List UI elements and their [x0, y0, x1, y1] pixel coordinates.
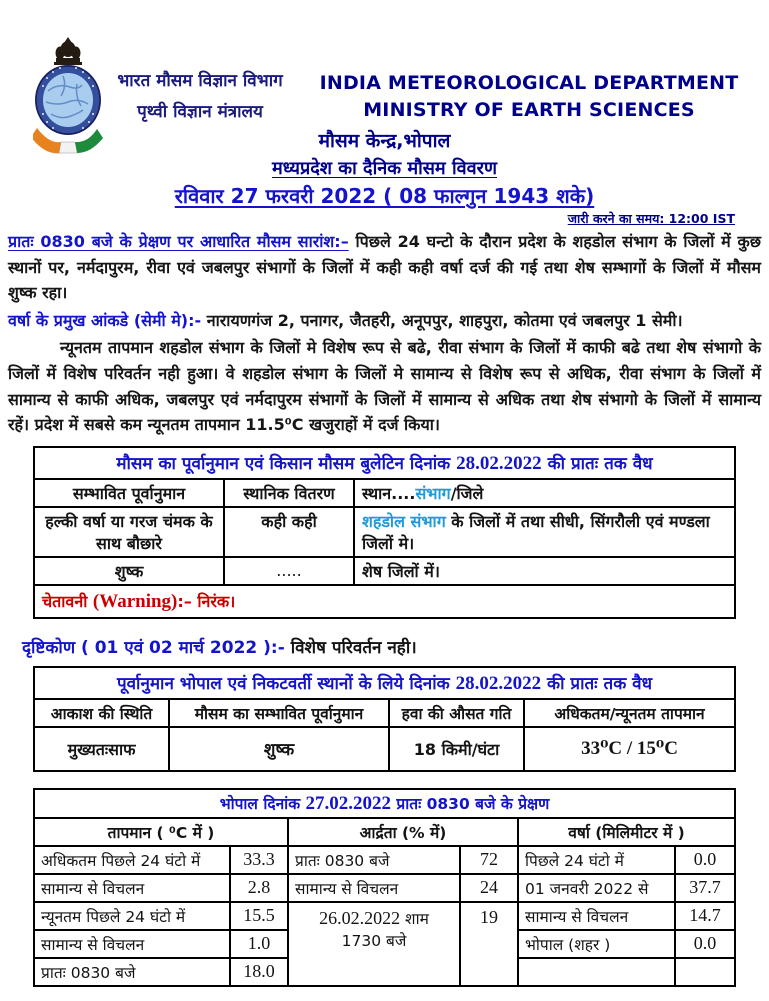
outlook-heading: दृष्टिकोण ( 01 एवं 02 मार्च 2022 ):-	[22, 637, 291, 658]
bhopal-forecast-values-row	[34, 727, 735, 771]
place-header-division: संभाग	[415, 483, 451, 503]
rainfall-heading: वर्षा के प्रमुख आंकडे (सेमी मे):-	[8, 310, 202, 330]
imd-emblem-icon	[33, 36, 103, 156]
rain-value: 0.0	[675, 930, 735, 958]
department-name-hindi	[105, 66, 295, 127]
forecast-table	[33, 446, 736, 619]
temp-label: सामान्य से विचलन	[34, 874, 230, 902]
temp-value: 18.0	[230, 958, 288, 986]
rain-label: पिछले 24 घंटो में	[518, 846, 675, 874]
place-header-prefix: स्थान....	[362, 483, 416, 503]
dept-hindi-line2: पृथ्वी विज्ञान मंत्रालय	[137, 101, 263, 122]
forecast-row-dry	[34, 557, 735, 585]
dept-english-line1: INDIA METEOROLOGICAL DEPARTMENT	[319, 72, 739, 94]
rain-label-empty	[518, 958, 675, 986]
forecast-table-title	[34, 447, 735, 479]
max-min-temp-value: 33⁰C / 15⁰C	[524, 727, 735, 771]
forecast-valid-date: 28.02.2022	[456, 452, 542, 474]
humidity-value: 72	[460, 846, 518, 874]
humidity-evening-word: शाम	[400, 909, 429, 928]
department-name-english	[300, 70, 758, 123]
col-header-likely-weather: मौसम का सम्भावित पूर्वानुमान	[169, 699, 389, 727]
col-header-place	[354, 479, 735, 507]
rain-value: 14.7	[675, 902, 735, 930]
issue-time: जारी करने का समय: 12:00 IST	[567, 211, 735, 226]
rain-label: भोपाल (शहर )	[518, 930, 675, 958]
wind-speed-value: 18 किमी/घंटा	[389, 727, 524, 771]
bulletin-date-line: रविवार 27 फरवरी 2022 ( 08 फाल्गुन 1943 शके)	[174, 184, 595, 208]
temp-value: 33.3	[230, 846, 288, 874]
warning-row	[34, 585, 735, 618]
humidity-evening-value: 19	[460, 902, 518, 986]
forecast-type: हल्की वर्षा या गरज चंमक के साथ बौछारे	[34, 507, 224, 557]
col-header-sky-condition: आकाश की स्थिति	[34, 699, 169, 727]
humidity-evening-date: 26.02.2022	[319, 907, 401, 928]
bhopal-forecast-table	[33, 666, 736, 772]
bhopal-valid-date: 28.02.2022	[455, 672, 542, 694]
forecast-type: शुष्क	[34, 557, 224, 585]
temp-label: न्यूनतम पिछले 24 घंटो में	[34, 902, 230, 930]
forecast-title-prefix: मौसम का पूर्वानुमान एवं किसान मौसम बुलेटिन दिनांक	[116, 453, 457, 474]
rain-value: 0.0	[675, 846, 735, 874]
temperature-paragraph	[8, 335, 761, 437]
rain-value-empty	[675, 958, 735, 986]
observations-title	[34, 789, 735, 818]
bhopal-forecast-title	[34, 667, 735, 699]
dept-english-line2: MINISTRY OF EARTH SCIENCES	[363, 98, 695, 121]
temp-value: 2.8	[230, 874, 288, 902]
humidity-evening-label	[288, 902, 460, 986]
temperature-text-tail: में दर्ज किया।	[357, 415, 440, 435]
obs-title-prefix: भोपाल दिनांक	[219, 794, 306, 813]
bulletin-title: मध्यप्रदेश का दैनिक मौसम विवरण	[271, 158, 497, 179]
forecast-places-rest: के जिलों में तथा सीधी, सिंगरौली एवं मण्डला जिलों मे।	[362, 511, 710, 553]
warning-cell	[34, 585, 735, 618]
humidity-label: सामान्य से विचलन	[288, 874, 460, 902]
humidity-value: 24	[460, 874, 518, 902]
temp-value: 15.5	[230, 902, 288, 930]
col-header-likely-forecast: सम्भावित पूर्वानुमान	[34, 479, 224, 507]
summary-text: पिछले 24 घन्टो के दौरान प्रदेश के शहडोल संभाग के जिलों में कुछ स्थानों पर, नर्मदापुरम, रीवा एवं जबलपुर संभागों के जिलों में कही कही वर्षा दर्ज की गई तथा शेष सम्भागों के जिलों में मौसम शुष्क रहा।	[8, 232, 761, 303]
warning-value: :– निरंक।	[177, 591, 236, 611]
col-header-max-min-temp: अधिकतम/न्यूनतम तापमान	[524, 699, 735, 727]
obs-row-1	[34, 846, 735, 874]
bhopal-title-suffix: की प्रातः तक वैध	[541, 673, 653, 694]
imd-emblem-logo	[33, 36, 103, 156]
forecast-places: शेष जिलों में।	[354, 557, 735, 585]
outlook-line	[22, 635, 761, 658]
temperature-text: न्यूनतम तापमान शहडोल संभाग के जिलों मे विशेष रूप से बढे, रीवा संभाग के जिलों में काफी बढे तथा शेष संभागो के जिलों में विशेष परिवर्तन नही हुआ। वे शहडोल संभाग के जिलों मे सामान्य से विशेष रूप से अधिक, रीवा संभाग के जिलों में सामान्य से काफी अधिक, जबलपुर एवं नर्मदापुरम संभागों के जिलों में सामान्य से अधिक तथा शेष संभागो के जिलों में सामान्य रहें। प्रदेश में	[8, 338, 761, 435]
temp-value: 1.0	[230, 930, 288, 958]
forecast-title-suffix: की प्रातः तक वैध	[541, 453, 653, 474]
group-header-temperature: तापमान ( ⁰C में )	[34, 818, 288, 846]
group-header-rainfall: वर्षा (मिलिमीटर में )	[518, 818, 735, 846]
rain-label: 01 जनवरी 2022 से	[518, 874, 675, 902]
place-header-suffix: /जिले	[450, 483, 484, 503]
col-header-wind-speed: हवा की औसत गति	[389, 699, 524, 727]
col-header-spatial-distribution: स्थानिक वितरण	[224, 479, 354, 507]
temp-label: सामान्य से विचलन	[34, 930, 230, 958]
temp-label: प्रातः 0830 बजे	[34, 958, 230, 986]
obs-row-2	[34, 874, 735, 902]
rainfall-text: नारायणगंज 2, पनागर, जैतहरी, अनूपपुर, शाहपुरा, कोतमा एवं जबलपुर 1 सेमी।	[201, 310, 683, 330]
rainfall-figures-paragraph	[8, 308, 761, 334]
bhopal-observations-table	[33, 788, 736, 987]
sky-condition-value: मुख्यतःसाफ	[34, 727, 169, 771]
group-header-humidity: आर्द्रता (% में)	[288, 818, 518, 846]
obs-row-3	[34, 902, 735, 930]
dept-hindi-line1: भारत मौसम विज्ञान विभाग	[117, 71, 283, 91]
obs-date: 27.02.2022	[305, 792, 392, 814]
humidity-label: प्रातः 0830 बजे	[288, 846, 460, 874]
forecast-row-rain	[34, 507, 735, 557]
bhopal-title-prefix: पूर्वानुमान भोपाल एवं निकटवर्ती स्थानों के लिये दिनांक	[116, 673, 456, 694]
outlook-text: विशेष परिवर्तन नही।	[290, 637, 417, 658]
likely-weather-value: शुष्क	[169, 727, 389, 771]
warning-label-hindi: चेतावनी	[42, 591, 93, 611]
summary-heading: प्रातः 0830 बजे के प्रेक्षण पर आधारित मौसम सारांश:–	[8, 232, 349, 251]
obs-title-suffix: प्रातः 0830 बजे के प्रेक्षण	[391, 794, 550, 813]
rain-label: सामान्य से विचलन	[518, 902, 675, 930]
lowest-min-temperature: सबसे कम न्यूनतम तापमान 11.5⁰C खजुराहों	[83, 415, 358, 435]
forecast-places	[354, 507, 735, 557]
rain-value: 37.7	[675, 874, 735, 902]
forecast-places-division: शहडोल संभाग	[362, 511, 446, 531]
weather-summary-paragraph	[8, 229, 761, 306]
temp-label: अधिकतम पिछले 24 घंटो में	[34, 846, 230, 874]
humidity-evening-time: 1730 बजे	[341, 931, 407, 950]
forecast-distribution: कही कही	[224, 507, 354, 557]
warning-label-english: (Warning)	[92, 590, 178, 612]
weather-centre-title: मौसम केन्द्र,भोपाल	[318, 130, 451, 152]
forecast-distribution: .....	[224, 557, 354, 585]
